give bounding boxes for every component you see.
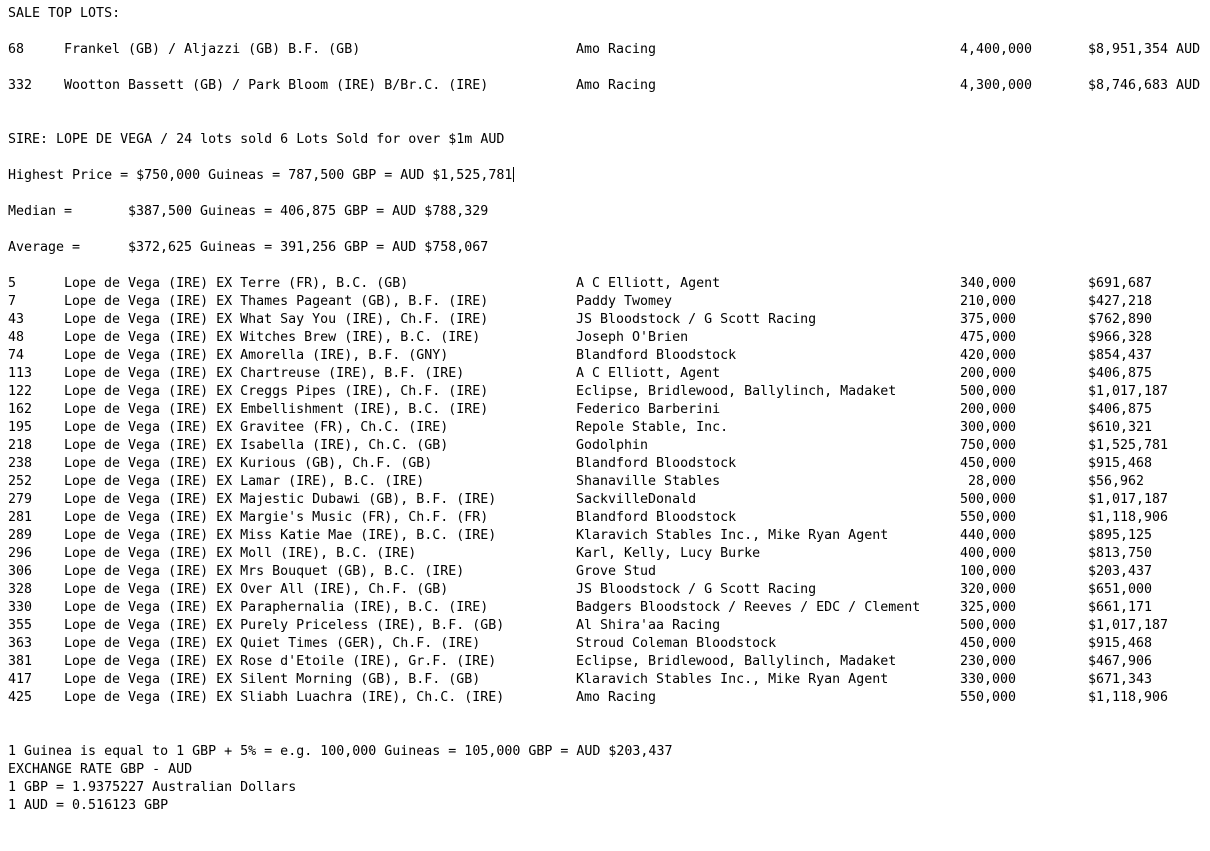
lot-number: 43: [8, 312, 25, 327]
table-row: [0, 311, 1210, 329]
horse-pedigree: Lope de Vega (IRE) EX Purely Priceless (IRE), B.F. (GB): [64, 618, 505, 633]
buyer-name: Karl, Kelly, Lucy Burke: [576, 546, 761, 561]
top-lot-row: [0, 41, 1210, 59]
aud-to-gbp-line: [0, 797, 1210, 815]
horse-pedigree: Lope de Vega (IRE) EX Moll (IRE), B.C. (IRE): [64, 546, 417, 561]
table-row: [0, 419, 1210, 437]
lot-number: 381: [8, 654, 33, 669]
average-label: Average =: [8, 240, 81, 255]
buyer-name: JS Bloodstock / G Scott Racing: [576, 312, 817, 327]
text-cursor: [513, 167, 514, 182]
lot-number: 330: [8, 600, 33, 615]
lot-number: 279: [8, 492, 33, 507]
horse-pedigree: Lope de Vega (IRE) EX Quiet Times (GER), Ch.F. (IRE): [64, 636, 481, 651]
horse-pedigree: Lope de Vega (IRE) EX Margie's Music (FR), Ch.F. (FR): [64, 510, 489, 525]
horse-pedigree: Lope de Vega (IRE) EX Gravitee (FR), Ch.C. (IRE): [64, 420, 449, 435]
horse-pedigree: Lope de Vega (IRE) EX Majestic Dubawi (GB), B.F. (IRE): [64, 492, 497, 507]
lot-number: 363: [8, 636, 33, 651]
buyer-name: Eclipse, Bridlewood, Ballylinch, Madaket: [576, 384, 897, 399]
table-row: [0, 347, 1210, 365]
guinea-note-line: [0, 743, 1210, 761]
lot-number: 68: [8, 42, 25, 57]
buyer-name: Badgers Bloodstock / Reeves / EDC / Clement: [576, 600, 921, 615]
gbp-to-aud: 1 GBP = 1.9375227 Australian Dollars: [8, 780, 297, 795]
sire-heading-text: SIRE: LOPE DE VEGA / 24 lots sold 6 Lots Sold for over $1m AUD: [8, 132, 505, 147]
exchange-title-line: [0, 761, 1210, 779]
horse-pedigree: Lope de Vega (IRE) EX What Say You (IRE), Ch.F. (IRE): [64, 312, 489, 327]
gbp-to-aud-line: [0, 779, 1210, 797]
price-aud: $691,687: [1088, 276, 1153, 291]
horse-pedigree: Lope de Vega (IRE) EX Miss Katie Mae (IRE), B.C. (IRE): [64, 528, 497, 543]
price-aud: $56,962: [1088, 474, 1145, 489]
lot-number: 328: [8, 582, 33, 597]
top-lots-title-text: SALE TOP LOTS:: [8, 6, 121, 21]
price-aud: $762,890: [1088, 312, 1153, 327]
table-row: [0, 689, 1210, 707]
table-row: [0, 581, 1210, 599]
buyer-name: Shanaville Stables: [576, 474, 721, 489]
horse-pedigree: Lope de Vega (IRE) EX Silent Morning (GB), B.F. (GB): [64, 672, 481, 687]
exchange-title: EXCHANGE RATE GBP - AUD: [8, 762, 193, 777]
buyer-name: Amo Racing: [576, 690, 657, 705]
price-aud: $661,171: [1088, 600, 1153, 615]
top-lots-title: [0, 5, 1210, 23]
horse-pedigree: Lope de Vega (IRE) EX Kurious (GB), Ch.F. (GB): [64, 456, 433, 471]
price-guineas: 450,000: [960, 636, 1017, 651]
lot-number: 238: [8, 456, 33, 471]
table-row: [0, 617, 1210, 635]
price-guineas: 475,000: [960, 330, 1017, 345]
price-guineas: 300,000: [960, 420, 1017, 435]
price-aud: $1,017,187: [1088, 618, 1169, 633]
price-guineas: 28,000: [960, 474, 1017, 489]
buyer-name: Klaravich Stables Inc., Mike Ryan Agent: [576, 528, 889, 543]
price-guineas: 230,000: [960, 654, 1017, 669]
table-row: [0, 635, 1210, 653]
price-aud: $895,125: [1088, 528, 1153, 543]
horse-pedigree: Lope de Vega (IRE) EX Mrs Bouquet (GB), B.C. (IRE): [64, 564, 465, 579]
horse-pedigree: Lope de Vega (IRE) EX Paraphernalia (IRE), B.C. (IRE): [64, 600, 489, 615]
price-aud: $467,906: [1088, 654, 1153, 669]
horse-pedigree: Lope de Vega (IRE) EX Lamar (IRE), B.C. (IRE): [64, 474, 425, 489]
buyer-name: Godolphin: [576, 438, 649, 453]
price-aud: $610,321: [1088, 420, 1153, 435]
average-line: [0, 239, 1210, 257]
table-row: [0, 563, 1210, 581]
table-row: [0, 473, 1210, 491]
sire-heading: [0, 131, 1210, 149]
buyer-name: Amo Racing: [576, 42, 657, 57]
price-aud: $1,525,781: [1088, 438, 1169, 453]
price-guineas: 4,400,000: [960, 42, 1033, 57]
lot-number: 355: [8, 618, 33, 633]
horse-pedigree: Lope de Vega (IRE) EX Creggs Pipes (IRE), Ch.F. (IRE): [64, 384, 489, 399]
top-lot-row: [0, 77, 1210, 95]
price-guineas: 500,000: [960, 618, 1017, 633]
buyer-name: Eclipse, Bridlewood, Ballylinch, Madaket: [576, 654, 897, 669]
lot-number: 122: [8, 384, 33, 399]
horse-pedigree: Frankel (GB) / Aljazzi (GB) B.F. (GB): [64, 42, 361, 57]
highest-price-line: [0, 167, 1210, 185]
buyer-name: A C Elliott, Agent: [576, 366, 721, 381]
table-row: [0, 293, 1210, 311]
buyer-name: Blandford Bloodstock: [576, 510, 737, 525]
price-aud: $1,017,187: [1088, 492, 1169, 507]
price-aud: $406,875: [1088, 402, 1153, 417]
price-guineas: 750,000: [960, 438, 1017, 453]
price-aud: $966,328: [1088, 330, 1153, 345]
horse-pedigree: Lope de Vega (IRE) EX Witches Brew (IRE), B.C. (IRE): [64, 330, 481, 345]
table-row: [0, 491, 1210, 509]
price-aud: $427,218: [1088, 294, 1153, 309]
price-aud: $915,468: [1088, 636, 1153, 651]
lot-number: 252: [8, 474, 33, 489]
price-aud: $1,118,906: [1088, 510, 1169, 525]
buyer-name: Amo Racing: [576, 78, 657, 93]
horse-pedigree: Lope de Vega (IRE) EX Isabella (IRE), Ch.C. (GB): [64, 438, 449, 453]
table-row: [0, 401, 1210, 419]
lot-number: 162: [8, 402, 33, 417]
price-aud: $854,437: [1088, 348, 1153, 363]
table-row: [0, 329, 1210, 347]
median-line: [0, 203, 1210, 221]
median-label: Median =: [8, 204, 73, 219]
table-row: [0, 365, 1210, 383]
price-guineas: 200,000: [960, 402, 1017, 417]
buyer-name: JS Bloodstock / G Scott Racing: [576, 582, 817, 597]
price-guineas: 500,000: [960, 384, 1017, 399]
table-row: [0, 545, 1210, 563]
lot-number: 74: [8, 348, 25, 363]
price-guineas: 340,000: [960, 276, 1017, 291]
price-guineas: 325,000: [960, 600, 1017, 615]
lot-number: 417: [8, 672, 33, 687]
lot-number: 306: [8, 564, 33, 579]
price-guineas: 4,300,000: [960, 78, 1033, 93]
lot-number: 218: [8, 438, 33, 453]
buyer-name: Grove Stud: [576, 564, 657, 579]
table-row: [0, 599, 1210, 617]
buyer-name: Paddy Twomey: [576, 294, 673, 309]
horse-pedigree: Lope de Vega (IRE) EX Terre (FR), B.C. (GB): [64, 276, 409, 291]
table-row: [0, 455, 1210, 473]
average-value: $372,625 Guineas = 391,256 GBP = AUD $758,067: [128, 240, 489, 255]
guinea-note: 1 Guinea is equal to 1 GBP + 5% = e.g. 100,000 Guineas = 105,000 GBP = AUD $203,437: [8, 744, 673, 759]
price-aud: $813,750: [1088, 546, 1153, 561]
price-guineas: 330,000: [960, 672, 1017, 687]
table-row: [0, 275, 1210, 293]
price-aud: $406,875: [1088, 366, 1153, 381]
highest-price-text: Highest Price = $750,000 Guineas = 787,500 GBP = AUD $1,525,781: [8, 168, 513, 183]
price-guineas: 320,000: [960, 582, 1017, 597]
median-value: $387,500 Guineas = 406,875 GBP = AUD $788,329: [128, 204, 489, 219]
price-aud: $203,437: [1088, 564, 1153, 579]
table-row: [0, 383, 1210, 401]
horse-pedigree: Lope de Vega (IRE) EX Chartreuse (IRE), B.F. (IRE): [64, 366, 465, 381]
buyer-name: Blandford Bloodstock: [576, 348, 737, 363]
table-row: [0, 509, 1210, 527]
price-guineas: 375,000: [960, 312, 1017, 327]
horse-pedigree: Lope de Vega (IRE) EX Sliabh Luachra (IRE), Ch.C. (IRE): [64, 690, 505, 705]
buyer-name: Stroud Coleman Bloodstock: [576, 636, 777, 651]
horse-pedigree: Lope de Vega (IRE) EX Amorella (IRE), B.F. (GNY): [64, 348, 449, 363]
price-aud: $8,746,683 AUD: [1088, 78, 1201, 93]
price-guineas: 210,000: [960, 294, 1017, 309]
buyer-name: Repole Stable, Inc.: [576, 420, 729, 435]
aud-to-gbp: 1 AUD = 0.516123 GBP: [8, 798, 169, 813]
price-aud: $1,017,187: [1088, 384, 1169, 399]
price-guineas: 400,000: [960, 546, 1017, 561]
lot-number: 332: [8, 78, 33, 93]
table-row: [0, 671, 1210, 689]
table-row: [0, 653, 1210, 671]
lot-number: 48: [8, 330, 25, 345]
horse-pedigree: Lope de Vega (IRE) EX Over All (IRE), Ch.F. (GB): [64, 582, 449, 597]
price-guineas: 500,000: [960, 492, 1017, 507]
buyer-name: Al Shira'aa Racing: [576, 618, 721, 633]
price-guineas: 420,000: [960, 348, 1017, 363]
buyer-name: Federico Barberini: [576, 402, 721, 417]
lot-number: 281: [8, 510, 33, 525]
lot-number: 425: [8, 690, 33, 705]
horse-pedigree: Lope de Vega (IRE) EX Rose d'Etoile (IRE), Gr.F. (IRE): [64, 654, 497, 669]
buyer-name: Joseph O'Brien: [576, 330, 689, 345]
table-row: [0, 527, 1210, 545]
horse-pedigree: Lope de Vega (IRE) EX Embellishment (IRE), B.C. (IRE): [64, 402, 489, 417]
lot-number: 296: [8, 546, 33, 561]
price-guineas: 440,000: [960, 528, 1017, 543]
price-guineas: 550,000: [960, 690, 1017, 705]
lot-number: 289: [8, 528, 33, 543]
price-guineas: 200,000: [960, 366, 1017, 381]
buyer-name: Blandford Bloodstock: [576, 456, 737, 471]
table-row: [0, 437, 1210, 455]
price-aud: $8,951,354 AUD: [1088, 42, 1201, 57]
price-aud: $1,118,906: [1088, 690, 1169, 705]
lot-number: 113: [8, 366, 33, 381]
horse-pedigree: Lope de Vega (IRE) EX Thames Pageant (GB), B.F. (IRE): [64, 294, 489, 309]
price-aud: $651,000: [1088, 582, 1153, 597]
price-guineas: 450,000: [960, 456, 1017, 471]
lot-number: 5: [8, 276, 17, 291]
buyer-name: A C Elliott, Agent: [576, 276, 721, 291]
price-aud: $915,468: [1088, 456, 1153, 471]
buyer-name: SackvilleDonald: [576, 492, 697, 507]
buyer-name: Klaravich Stables Inc., Mike Ryan Agent: [576, 672, 889, 687]
price-aud: $671,343: [1088, 672, 1153, 687]
horse-pedigree: Wootton Bassett (GB) / Park Bloom (IRE) B/Br.C. (IRE): [64, 78, 489, 93]
highest-price-wrap: [8, 167, 514, 185]
price-guineas: 550,000: [960, 510, 1017, 525]
price-guineas: 100,000: [960, 564, 1017, 579]
lot-number: 7: [8, 294, 17, 309]
lot-number: 195: [8, 420, 33, 435]
